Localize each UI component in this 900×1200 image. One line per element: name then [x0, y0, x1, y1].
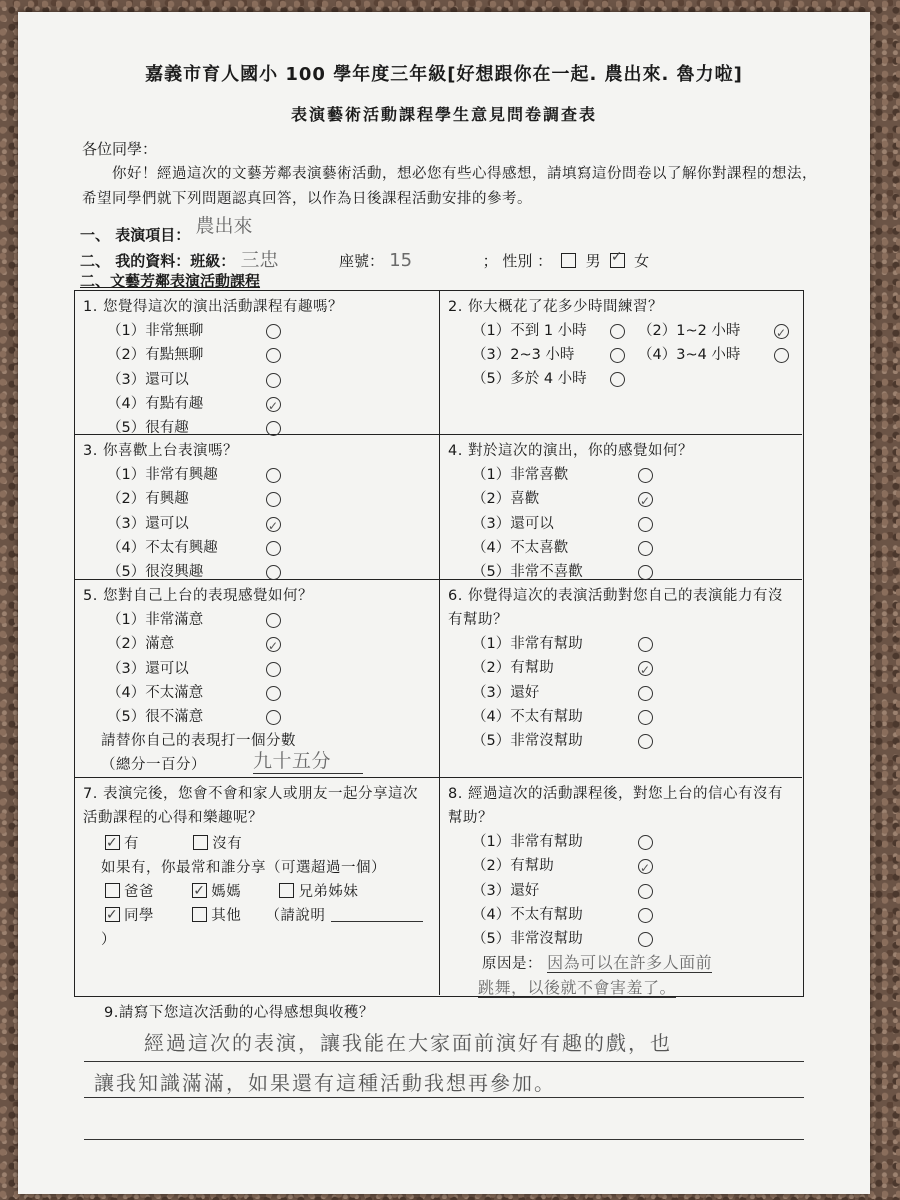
question-3-text: 3. 你喜歡上台表演嗎？ — [83, 443, 238, 459]
q5-option-1[interactable] — [83, 608, 431, 632]
q2-row-2 — [448, 343, 794, 367]
q5-option-5-radio[interactable] — [266, 710, 281, 725]
q1-option-4-radio[interactable] — [266, 397, 281, 412]
question-4 — [440, 435, 802, 580]
q8-option-2-radio[interactable] — [638, 859, 653, 874]
q3-option-3[interactable] — [83, 512, 431, 536]
greeting: 各位同學： — [82, 140, 158, 158]
q3-option-1-label: （1）非常有興趣 — [107, 467, 218, 483]
question-6 — [440, 580, 802, 778]
question-2-text: 2. 你大概花了花多少時間練習？ — [448, 299, 663, 315]
q6-option-3-radio[interactable] — [638, 686, 653, 701]
q1-option-4-label: （4）有點有趣 — [107, 395, 204, 412]
q4-option-3-label: （3）還可以 — [472, 515, 554, 532]
q7-share-row-2 — [83, 904, 431, 952]
question-9 — [74, 997, 804, 1167]
q9-rule-3 — [84, 1139, 804, 1140]
q8-reason-line-2[interactable]: 跳舞，以後就不會害羞了。 — [478, 978, 677, 998]
q6-option-5[interactable] — [448, 729, 794, 753]
q2-option-2-radio[interactable] — [774, 324, 789, 339]
q1-option-4[interactable] — [83, 392, 431, 416]
q3-option-2-label: （2）有興趣 — [107, 491, 189, 508]
q9-rule-1 — [84, 1061, 804, 1062]
q4-option-1-radio[interactable] — [638, 468, 653, 483]
q6-option-4-label: （4）不太有幫助 — [472, 708, 583, 725]
q5-option-1-radio[interactable] — [266, 613, 281, 628]
q5-option-2-radio[interactable] — [266, 637, 281, 652]
q8-option-2[interactable] — [448, 854, 794, 878]
q1-option-1-radio[interactable] — [266, 324, 281, 339]
q1-option-3-label: （3）還可以 — [107, 371, 189, 388]
q2-option-5-radio[interactable] — [610, 372, 625, 387]
q6-option-1-label: （1）非常有幫助 — [472, 636, 583, 652]
q5-option-3-radio[interactable] — [266, 662, 281, 677]
q2-option-3-label: （3）2~3 小時 — [472, 347, 575, 363]
gender-label: ； 性別 ： — [482, 252, 553, 270]
q6-option-2-radio[interactable] — [638, 661, 653, 676]
question-6-text: 6. 你覺得這次的表演活動對您自己的表演能力有沒有幫助？ — [448, 588, 783, 628]
q7-classmates-label: 同學 — [124, 908, 154, 924]
question-4-text: 4. 對於這次的演出，你的感覺如何？ — [448, 443, 693, 459]
class-label: 二、 我的資料：班級： — [80, 252, 236, 270]
q8-option-4-label: （4）不太有幫助 — [472, 906, 583, 923]
q8-option-5[interactable] — [448, 927, 794, 951]
q2-option-5-label: （5）多於 4 小時 — [472, 371, 587, 387]
q9-rule-2 — [84, 1097, 804, 1098]
q1-option-2-radio[interactable] — [266, 348, 281, 363]
q5-score-row — [83, 750, 431, 777]
q8-reason-line-1[interactable]: 因為可以在許多人面前 — [547, 953, 713, 973]
q7-share-row-1 — [83, 880, 431, 904]
q5-option-4[interactable] — [83, 681, 431, 705]
q5-score-label: （總分一百分） — [101, 757, 206, 774]
q5-option-5-label: （5）很不滿意 — [107, 709, 204, 726]
q5-option-3[interactable] — [83, 657, 431, 681]
student-info-row — [80, 245, 649, 272]
q4-option-5-radio[interactable] — [638, 565, 653, 580]
q7-explain-label: （請說明 — [265, 908, 326, 924]
q9-answer-line-1[interactable]: 經過這次的表演，讓我能在大家面前演好有趣的戲，也 — [144, 1031, 672, 1055]
q5-option-2[interactable] — [83, 632, 431, 656]
question-9-text: 9.請寫下您這次活動的心得感想與收穫？ — [104, 1005, 374, 1021]
q2-option-2-label: （2）1~2 小時 — [638, 323, 741, 339]
q4-option-3[interactable] — [448, 512, 794, 536]
q7-yes-label: 有 — [124, 836, 139, 852]
q6-option-5-radio[interactable] — [638, 734, 653, 749]
performance-item-row — [80, 215, 253, 246]
q8-reason-row — [448, 951, 794, 976]
q7-dad-checkbox[interactable] — [105, 883, 120, 898]
question-2 — [440, 291, 802, 435]
q4-option-4-radio[interactable] — [638, 541, 653, 556]
q2-option-3-radio[interactable] — [610, 348, 625, 363]
q4-option-1-label: （1）非常喜歡 — [472, 467, 569, 483]
q3-option-1[interactable] — [83, 463, 431, 487]
q5-score-prompt: 請替你自己的表現打一個分數 — [101, 733, 296, 750]
class-value[interactable]: 三忠 — [240, 249, 279, 271]
q8-option-4[interactable] — [448, 903, 794, 927]
q6-option-4[interactable] — [448, 705, 794, 729]
q6-option-2[interactable] — [448, 656, 794, 680]
q8-option-4-radio[interactable] — [638, 908, 653, 923]
q1-option-5-radio[interactable] — [266, 421, 281, 436]
question-7-text: 7. 表演完後，您會不會和家人或朋友一起分享這次活動課程的心得和樂趣呢？ — [83, 786, 418, 826]
q7-other-label: 其他 — [211, 908, 242, 924]
q6-option-3-label: （3）還好 — [472, 684, 540, 701]
q3-option-4-label: （4）不太有興趣 — [107, 539, 218, 556]
q5-option-3-label: （3）還可以 — [107, 660, 189, 677]
q3-option-5-label: （5）很沒興趣 — [107, 564, 204, 581]
q5-option-5[interactable] — [83, 705, 431, 729]
q7-mom-label: 媽媽 — [211, 884, 242, 900]
question-8-text: 8. 經過這次的活動課程後，對您上台的信心有沒有幫助？ — [448, 786, 783, 826]
q4-option-2-label: （2）喜歡 — [472, 491, 540, 508]
form-title: 嘉義市育人國小 100 學年度三年級[好想跟你在一起. 農出來. 魯力啦] — [145, 64, 743, 85]
q6-option-2-label: （2）有幫助 — [472, 660, 554, 677]
form-subtitle: 表演藝術活動課程學生意見問卷調查表 — [290, 105, 597, 124]
q6-option-3[interactable] — [448, 681, 794, 705]
q4-option-3-radio[interactable] — [638, 517, 653, 532]
q8-option-5-radio[interactable] — [638, 932, 653, 947]
q1-option-1-label: （1）非常無聊 — [107, 323, 204, 339]
performance-item-label: 一、 表演項目： — [80, 226, 191, 244]
q7-other-checkbox[interactable] — [192, 907, 207, 922]
q8-option-2-label: （2）有幫助 — [472, 858, 554, 875]
q5-option-4-label: （4）不太滿意 — [107, 684, 204, 701]
question-3 — [75, 435, 440, 580]
q3-option-1-radio[interactable] — [266, 468, 281, 483]
q6-option-5-label: （5）非常沒幫助 — [472, 733, 583, 750]
question-grid — [74, 290, 804, 997]
q4-option-5-label: （5）非常不喜歡 — [472, 564, 583, 581]
q5-option-2-label: （2）滿意 — [107, 636, 175, 653]
female-label: 女 — [634, 252, 650, 270]
q2-option-1-label: （1）不到 1 小時 — [472, 323, 587, 339]
q7-mom-checkbox[interactable] — [192, 883, 207, 898]
q7-siblings-label: 兄弟姊妹 — [298, 884, 359, 900]
q8-option-1[interactable] — [448, 830, 794, 854]
question-1 — [75, 291, 440, 435]
q7-share-prompt: 如果有，你最常和誰分享（可選超過一個） — [101, 860, 386, 876]
q2-row-1 — [448, 319, 794, 343]
q2-row-3 — [448, 367, 794, 391]
q6-option-1-radio[interactable] — [638, 637, 653, 652]
q8-option-3-label: （3）還好 — [472, 882, 540, 899]
q1-option-3[interactable] — [83, 368, 431, 392]
q3-option-2[interactable] — [83, 487, 431, 511]
q8-option-3[interactable] — [448, 879, 794, 903]
female-checkbox[interactable] — [610, 253, 625, 268]
q4-option-2[interactable] — [448, 487, 794, 511]
q7-explain-field[interactable] — [331, 907, 423, 922]
q8-option-5-label: （5）非常沒幫助 — [472, 931, 583, 948]
q3-option-4-radio[interactable] — [266, 541, 281, 556]
q7-yes-checkbox[interactable] — [105, 835, 120, 850]
q5-score-value[interactable]: 九十五分 — [253, 749, 363, 774]
q8-option-1-radio[interactable] — [638, 835, 653, 850]
q3-option-5-radio[interactable] — [266, 565, 281, 580]
question-8 — [440, 778, 802, 998]
q2-option-4-radio[interactable] — [774, 348, 789, 363]
question-5-text: 5. 您對自己上台的表現感覺如何？ — [83, 588, 313, 604]
questionnaire-sheet — [18, 12, 870, 1194]
q3-option-3-radio[interactable] — [266, 517, 281, 532]
q1-option-5-label: （5）很有趣 — [107, 420, 189, 437]
q5-option-4-radio[interactable] — [266, 686, 281, 701]
q7-classmates-checkbox[interactable] — [105, 907, 120, 922]
q7-yes-no-row — [83, 832, 431, 856]
section-title: 二、文藝芳鄰表演活動課程 — [80, 272, 261, 290]
q4-option-4[interactable] — [448, 536, 794, 560]
q5-option-1-label: （1）非常滿意 — [107, 612, 204, 628]
q6-option-4-radio[interactable] — [638, 710, 653, 725]
q7-no-label: 沒有 — [212, 836, 243, 852]
q6-option-1[interactable] — [448, 632, 794, 656]
q2-option-4-label: （4）3~4 小時 — [638, 347, 741, 363]
male-label: 男 — [585, 252, 601, 270]
question-7 — [75, 778, 440, 995]
performance-item-value[interactable]: 農出來 — [195, 215, 253, 237]
question-1-text: 1. 您覺得這次的演出活動課程有趣嗎？ — [83, 299, 343, 315]
q4-option-2-radio[interactable] — [638, 492, 653, 507]
q1-option-2-label: （2）有點無聊 — [107, 347, 204, 364]
q9-answer-line-2[interactable]: 讓我知識滿滿，如果還有這種活動我想再參加。 — [94, 1071, 556, 1095]
q3-option-4[interactable] — [83, 536, 431, 560]
intro-paragraph: 你好！經過這次的文藝芳鄰表演藝術活動，想必您有些心得感想，請填寫這份問卷以了解你對課程的想法，希望同學們就下列問題認真回答，以作為日後課程活動安排的參考。 — [82, 166, 817, 207]
question-5 — [75, 580, 440, 778]
seat-value[interactable]: 15 — [389, 250, 413, 271]
q2-option-1-radio[interactable] — [610, 324, 625, 339]
q8-option-3-radio[interactable] — [638, 884, 653, 899]
q7-explain-close: ） — [101, 932, 116, 948]
seat-label: 座號： — [338, 252, 384, 270]
q4-option-1[interactable] — [448, 463, 794, 487]
q7-dad-label: 爸爸 — [124, 884, 154, 900]
q7-no-checkbox[interactable] — [193, 835, 208, 850]
q7-siblings-checkbox[interactable] — [279, 883, 294, 898]
q8-reason-label: 原因是： — [482, 956, 542, 973]
q3-option-2-radio[interactable] — [266, 492, 281, 507]
q1-option-2[interactable] — [83, 343, 431, 367]
q1-option-3-radio[interactable] — [266, 373, 281, 388]
q1-option-1[interactable] — [83, 319, 431, 343]
q8-option-1-label: （1）非常有幫助 — [472, 834, 583, 850]
q4-option-4-label: （4）不太喜歡 — [472, 539, 569, 556]
male-checkbox[interactable] — [561, 253, 576, 268]
q3-option-3-label: （3）還可以 — [107, 515, 189, 532]
